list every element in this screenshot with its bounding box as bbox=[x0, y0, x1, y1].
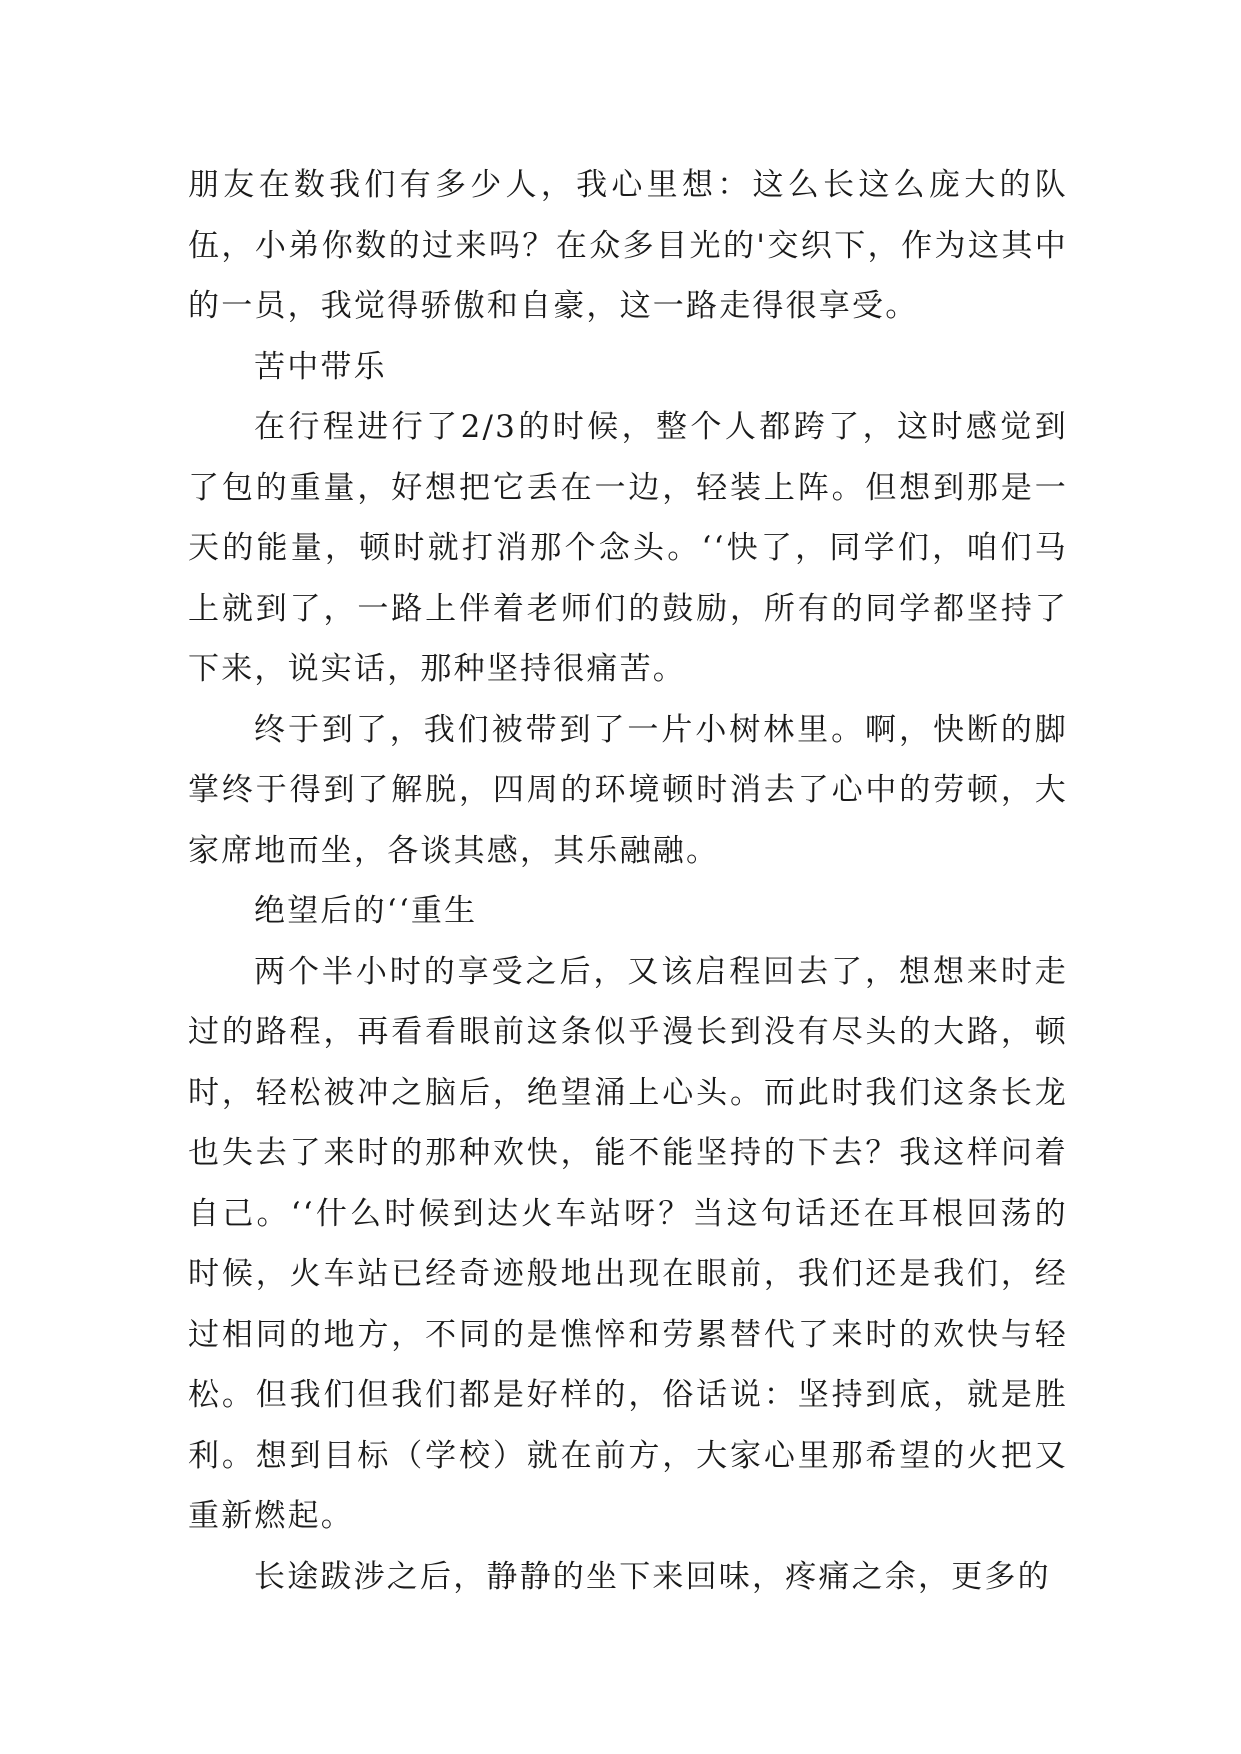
paragraph-reflection: 长途跋涉之后，静静的坐下来回味，疼痛之余，更多的 bbox=[254, 1558, 1051, 1595]
section-heading-bitter-joy: 苦中带乐 bbox=[254, 348, 387, 385]
section-heading-rebirth: 绝望后的‘‘重生 bbox=[254, 893, 478, 929]
paragraph-arrival: 终于到了，我们被带到了一片小树林里。啊，快断的脚掌终于得到了解脱，四周的环境顿时消去了心中的劳顿，大家席地而坐，各谈其感，其乐融融。 bbox=[188, 711, 1068, 869]
document-body bbox=[188, 155, 1068, 1607]
paragraph-journey: 在行程进行了2/3的时候，整个人都跨了，这时感觉到了包的重量，好想把它丢在一边，轻装上阵。但想到那是一天的能量，顿时就打消那个念头。‘‘快了，同学们，咱们马上就到了，一路上伴着老师们的鼓励，所有的同学都坚持了下来，说实话，那种坚持很痛苦。 bbox=[188, 409, 1068, 687]
paragraph-return: 两个半小时的享受之后，又该启程回去了，想想来时走过的路程，再看看眼前这条似乎漫长到没有尽头的大路，顿时，轻松被冲之脑后，绝望涌上心头。而此时我们这条长龙也失去了来时的那种欢快，能不能坚持的下去？我这样问着自己。‘‘什么时候到达火车站呀？当这句话还在耳根回荡的时候，火车站已经奇迹般地出现在眼前，我们还是我们，经过相同的地方，不同的是憔悴和劳累替代了来时的欢快与轻松。但我们但我们都是好样的，俗话说：坚持到底，就是胜利。想到目标（学校）就在前方，大家心里那希望的火把又重新燃起。 bbox=[188, 953, 1068, 1534]
paragraph-intro: 朋友在数我们有多少人，我心里想：这么长这么庞大的队伍，小弟你数的过来吗？在众多目光的'交织下，作为这其中的一员，我觉得骄傲和自豪，这一路走得很享受。 bbox=[188, 167, 1068, 324]
